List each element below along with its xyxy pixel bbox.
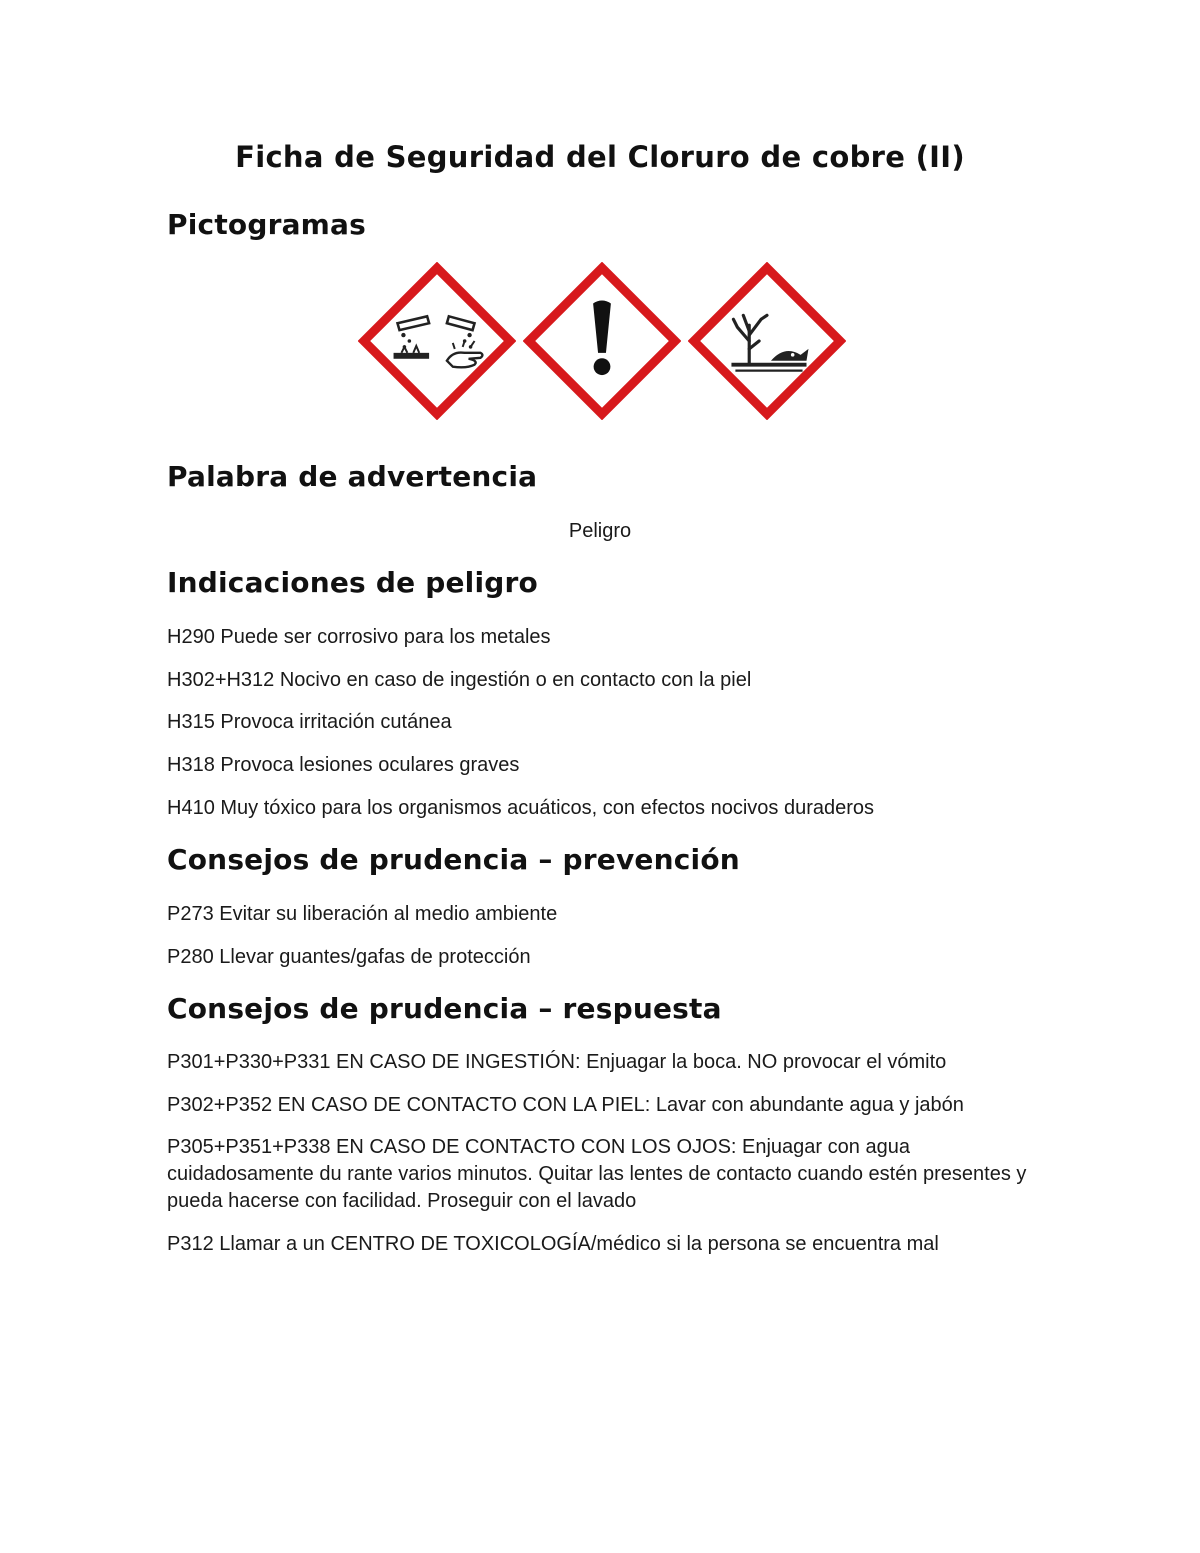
response-statement-item: P302+P352 EN CASO DE CONTACTO CON LA PIEL: Lavar con abundante agua y jabón [167,1094,964,1116]
pictogram-row [358,262,846,420]
prevention-statement-item: P273 Evitar su liberación al medio ambiente [167,903,558,925]
hazard-statement-item: H410 Muy tóxico para los organismos acuáticos, con efectos nocivos duraderos [167,797,875,819]
prevention-heading: Consejos de prudencia – prevención [167,843,740,876]
response-heading: Consejos de prudencia – respuesta [167,992,722,1025]
response-statement-item: P312 Llamar a un CENTRO DE TOXICOLOGÍA/médico si la persona se encuentra mal [167,1233,939,1255]
signal-word-heading: Palabra de advertencia [167,460,538,493]
response-statement-item: P301+P330+P331 EN CASO DE INGESTIÓN: Enjuagar la boca. NO provocar el vómito [167,1051,947,1073]
prevention-statement-item: P280 Llevar guantes/gafas de protección [167,946,531,968]
hazard-statement-item: H290 Puede ser corrosivo para los metales [167,626,551,648]
corrosion-pictogram-icon [358,262,516,420]
exclamation-mark-pictogram-icon [523,262,681,420]
hazard-statement-item: H302+H312 Nocivo en caso de ingestión o en contacto con la piel [167,669,752,691]
hazard-statement-item: H315 Provoca irritación cutánea [167,711,452,733]
hazard-statement-item: H318 Provoca lesiones oculares graves [167,754,520,776]
environment-pictogram-icon [688,262,846,420]
page-title: Ficha de Seguridad del Cloruro de cobre (II) [235,140,965,174]
pictograms-heading: Pictogramas [167,208,367,241]
hazard-statements-heading: Indicaciones de peligro [167,566,538,599]
response-statement-item: P305+P351+P338 EN CASO DE CONTACTO CON LOS OJOS: Enjuagar con agua cuidadosamente du rante varios minutos. Quitar las lentes de contacto cuando estén presentes y pueda hacerse con facilidad. Proseguir con el lavado [167,1136,1027,1212]
signal-word-value: Peligro [568,520,632,542]
